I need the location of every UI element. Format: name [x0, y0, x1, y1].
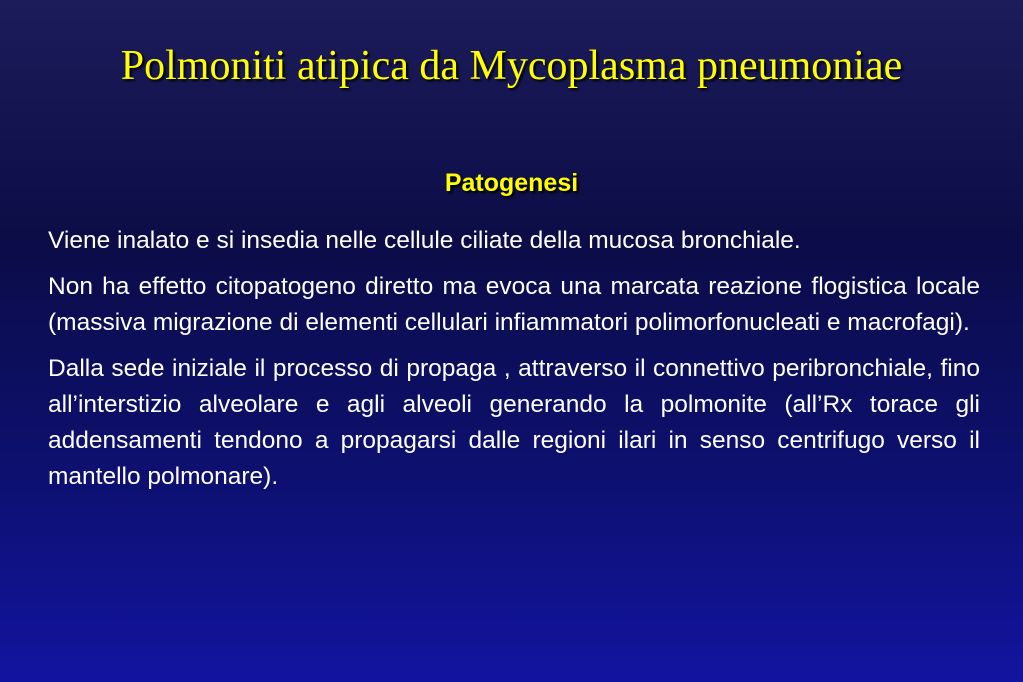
paragraph-2: Non ha effetto citopatogeno diretto ma evoca una marcata reazione flogistica locale (massiva migrazione di elementi cellulari infiammatori polimorfonucleati e macrofagi).	[48, 273, 980, 336]
paragraph-3: Dalla sede iniziale il processo di propaga , attraverso il connettivo peribronchiale, fino all’interstizio alveolare e agli alveoli generando la polmonite (all’Rx torace gli addensamenti tendono a propagarsi dalle regioni ilari in senso centrifugo verso il mantello polmonare).	[48, 355, 980, 490]
slide-body	[48, 223, 980, 505]
slide-title: Polmoniti atipica da Mycoplasma pneumoniae	[120, 43, 903, 89]
paragraph-1: Viene inalato e si insedia nelle cellule ciliate della mucosa bronchiale.	[48, 227, 801, 254]
section-heading: Patogenesi	[444, 169, 579, 197]
